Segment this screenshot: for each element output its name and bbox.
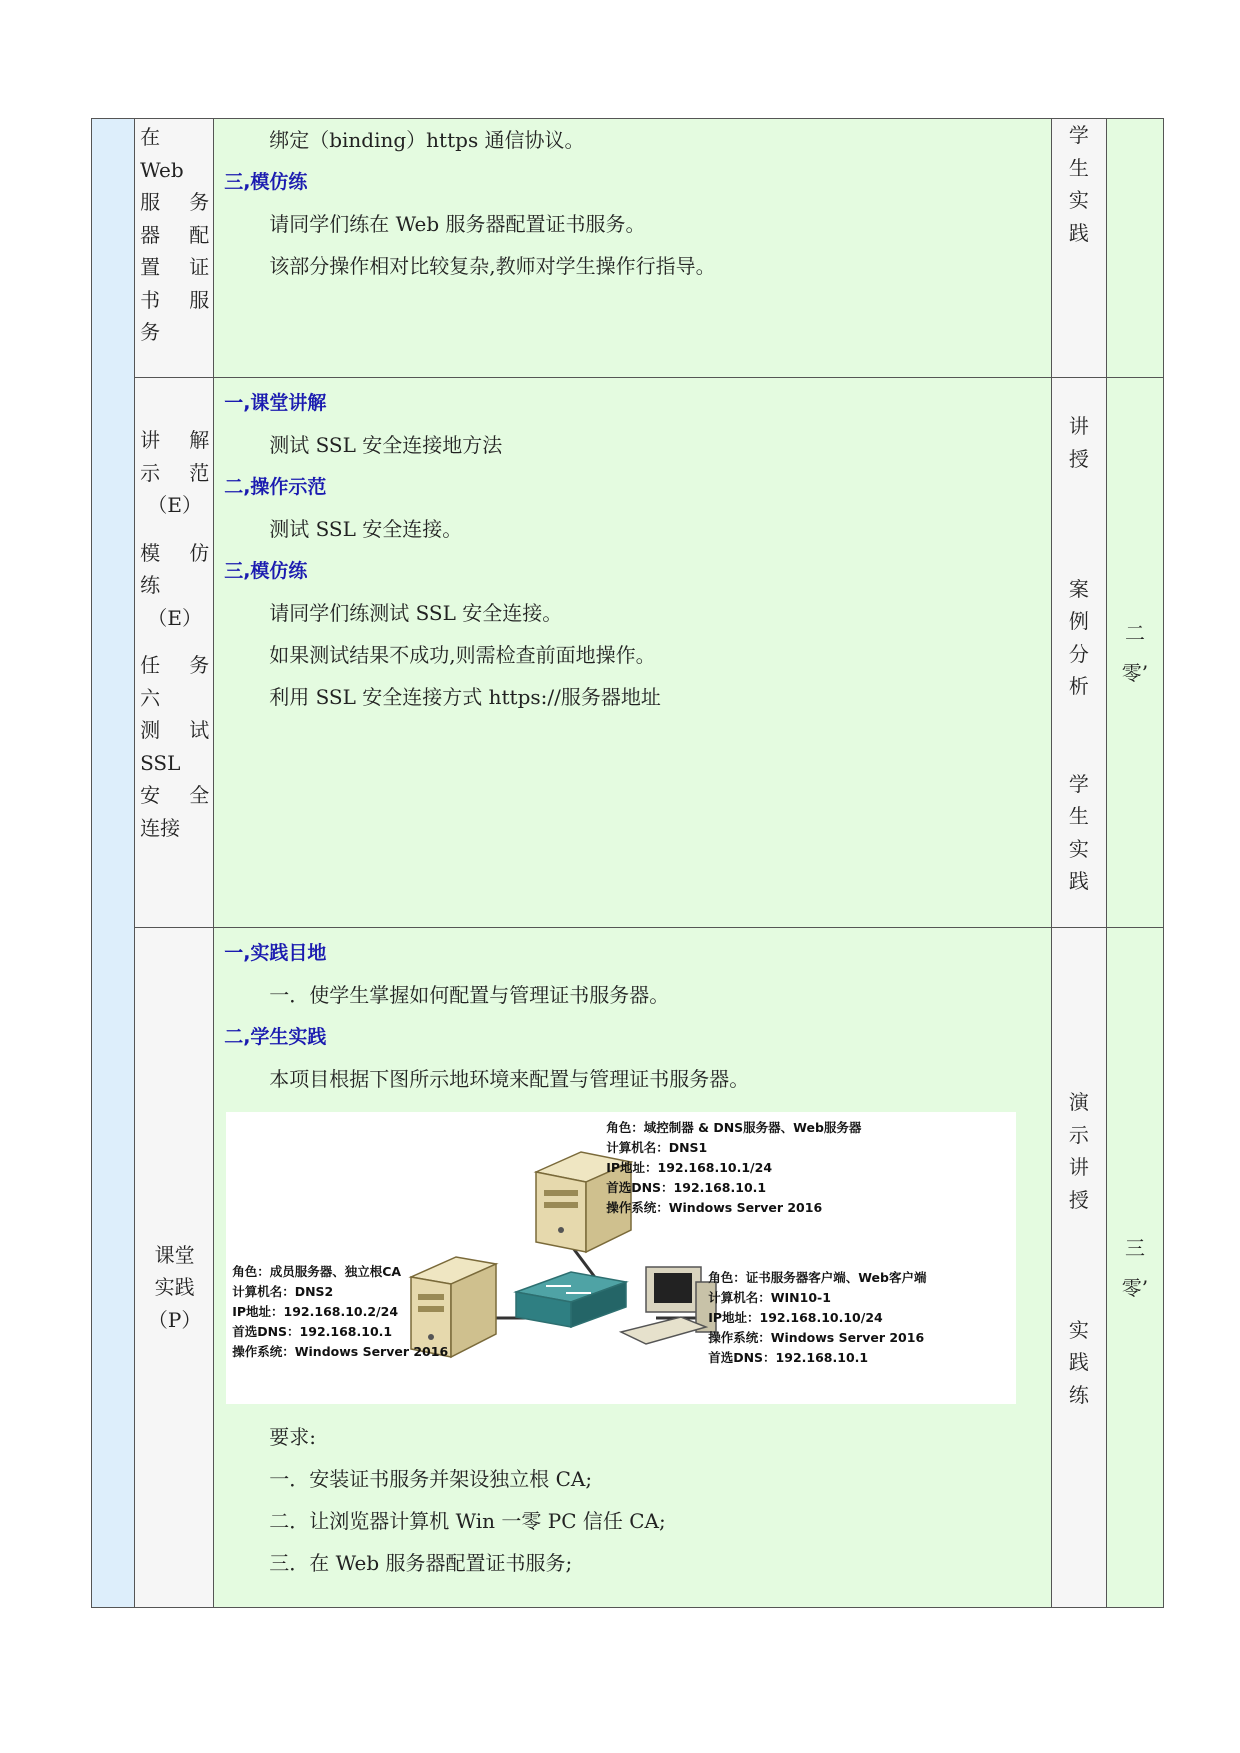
win10-info: [708, 1268, 926, 1368]
phase-text: 书 服: [140, 287, 210, 312]
page: [91, 118, 1164, 1608]
phase-text: Web: [140, 157, 184, 182]
paragraph: 一．使学生掌握如何配置与管理证书服务器。: [269, 983, 670, 1007]
diagram-label: 操作系统：Windows Server 2016: [232, 1344, 449, 1359]
method-text: 练: [1068, 1382, 1089, 1407]
paragraph: 三．在 Web 服务器配置证书服务;: [269, 1551, 573, 1575]
method-text: 授: [1068, 446, 1089, 471]
method-text: 授: [1068, 1187, 1089, 1212]
method-text: [1052, 1281, 1106, 1314]
method-text: 生: [1068, 155, 1089, 180]
method-text: [1052, 1249, 1106, 1282]
diagram-label: 角色：证书服务器客户端、Web客户端: [708, 1270, 927, 1285]
diagram-label: IP地址：192.168.10.1/24: [606, 1160, 773, 1175]
method-text: [1052, 1216, 1106, 1249]
phase-text: 课堂: [154, 1242, 195, 1267]
method-text: 示: [1068, 1122, 1089, 1147]
method-text: [1052, 540, 1106, 573]
table-row: [92, 378, 1164, 928]
paragraph: 该部分操作相对比较复杂,教师对学生操作行指导。: [269, 254, 716, 278]
diagram-label: 首选DNS：192.168.10.1: [232, 1324, 393, 1339]
method-cell: [1051, 119, 1106, 378]
phase-text: （E）: [147, 605, 202, 630]
diagram-label: 计算机名：DNS2: [232, 1284, 334, 1299]
time-text: 二: [1124, 620, 1145, 645]
table-row: [92, 928, 1164, 1608]
diagram-label: 首选DNS：192.168.10.1: [708, 1350, 869, 1365]
paragraph: 绑定（binding）https 通信协议。: [269, 128, 585, 152]
phase-text: （E）: [147, 493, 202, 517]
section-heading: 三,模仿练: [224, 171, 308, 193]
method-text: 讲: [1068, 1155, 1089, 1179]
paragraph: 测试 SSL 安全连接地方法: [269, 433, 503, 457]
time-text: 三: [1124, 1235, 1145, 1260]
method-text: 析: [1068, 674, 1089, 698]
method-text: [1052, 735, 1106, 768]
diagram-label: 首选DNS：192.168.10.1: [606, 1180, 767, 1195]
method-text: [1052, 475, 1106, 508]
time-cell: [1106, 928, 1163, 1608]
phase-text: 练: [140, 573, 161, 597]
section-heading: 三,模仿练: [224, 560, 308, 582]
method-text: 生: [1068, 804, 1089, 828]
diagram-label: IP地址：192.168.10.10/24: [708, 1310, 883, 1325]
section-heading: 一,实践目地: [224, 942, 327, 964]
paragraph: 二．让浏览器计算机 Win 一零 PC 信任 CA;: [269, 1509, 666, 1533]
phase-text: 实践: [154, 1275, 195, 1300]
method-text: 演: [1068, 1090, 1089, 1114]
phase-text: 示 范: [140, 460, 210, 485]
phase-text: 服 务: [140, 190, 210, 214]
method-text: 例: [1068, 609, 1089, 633]
phase-text: 任 务: [140, 653, 210, 677]
diagram-label: 操作系统：Windows Server 2016: [708, 1330, 925, 1345]
diagram-label: 操作系统：Windows Server 2016: [606, 1200, 823, 1215]
paragraph: 一．安装证书服务并架设独立根 CA;: [269, 1467, 593, 1491]
phase-text: 安 全: [140, 783, 210, 807]
phase-text: 测 试: [140, 718, 210, 742]
paragraph: 利用 SSL 安全连接方式 https://服务器地址: [269, 685, 661, 709]
method-text: 分: [1068, 641, 1089, 666]
method-text: [1052, 703, 1106, 736]
phase-text: SSL: [140, 750, 181, 775]
phase-text: [140, 634, 209, 649]
phase-text: 置 证: [140, 255, 210, 279]
phase-cell: [135, 119, 214, 378]
phase-text: 讲 解: [140, 428, 210, 452]
paragraph: 如果测试结果不成功,则需检查前面地操作。: [269, 643, 656, 667]
dns2-info: [232, 1262, 448, 1362]
diagram-label: 角色：域控制器 & DNS服务器、Web服务器: [606, 1120, 862, 1135]
paragraph: 测试 SSL 安全连接。: [269, 517, 463, 541]
phase-text: 器 配: [140, 222, 210, 247]
diagram-label: 角色：成员服务器、独立根CA: [232, 1264, 402, 1279]
method-cell: [1051, 928, 1106, 1608]
method-text: 实: [1068, 1317, 1089, 1342]
content-cell: [214, 119, 1052, 378]
diagram-label: 计算机名：WIN10-1: [708, 1290, 831, 1305]
phase-text: 六: [140, 685, 161, 710]
diagram-label: IP地址：192.168.10.2/24: [232, 1304, 399, 1319]
method-text: 践: [1068, 220, 1089, 245]
phase-text: 务: [140, 320, 161, 344]
method-text: 学: [1068, 771, 1089, 796]
dns1-info: [606, 1118, 861, 1218]
lesson-plan-table: [91, 118, 1164, 1608]
diagram-label: 计算机名：DNS1: [606, 1140, 708, 1155]
paragraph: 请同学们练在 Web 服务器配置证书服务。: [269, 212, 646, 236]
content-cell: [214, 378, 1052, 928]
paragraph: 本项目根据下图所示地环境来配置与管理证书服务器。: [269, 1067, 750, 1091]
content-cell: [214, 928, 1052, 1608]
section-heading: 二,操作示范: [224, 476, 327, 498]
method-text: 案: [1068, 576, 1089, 601]
time-cell: [1106, 119, 1163, 378]
method-text: 学: [1068, 123, 1089, 147]
table-row: [92, 119, 1164, 378]
phase-cell: [135, 378, 214, 928]
method-text: 实: [1068, 188, 1089, 212]
workstation-win10-icon: [621, 1267, 716, 1344]
method-text: 践: [1068, 1350, 1089, 1374]
phase-text: 在: [140, 125, 161, 149]
network-switch-icon: [516, 1272, 626, 1327]
paragraph: 要求:: [269, 1425, 316, 1449]
phase-text: （P）: [147, 1307, 202, 1332]
network-topology-diagram: [226, 1112, 1016, 1404]
section-heading: 一,课堂讲解: [224, 392, 327, 414]
phase-cell: [135, 928, 214, 1608]
time-text: 零’: [1121, 660, 1149, 685]
paragraph: 请同学们练测试 SSL 安全连接。: [269, 601, 563, 625]
side-strip: [92, 119, 135, 1608]
method-text: 实: [1068, 836, 1089, 861]
method-text: 践: [1068, 869, 1089, 893]
section-heading: 二,学生实践: [224, 1026, 327, 1048]
time-text: 零’: [1121, 1275, 1149, 1300]
phase-text: 连接: [140, 815, 181, 840]
method-cell: [1051, 378, 1106, 928]
method-text: 讲: [1068, 414, 1089, 438]
phase-text: 模 仿: [140, 540, 210, 565]
method-text: [1052, 508, 1106, 541]
time-cell: [1106, 378, 1163, 928]
phase-text: [140, 522, 209, 537]
